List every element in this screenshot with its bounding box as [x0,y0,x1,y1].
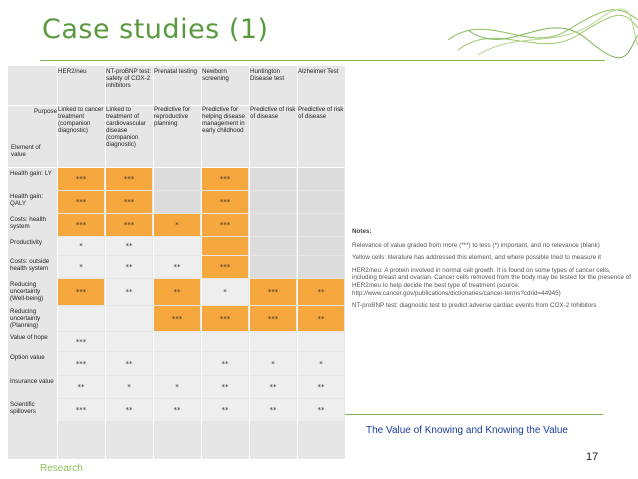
notes-panel [352,228,632,315]
grid-line-horizontal [8,167,345,168]
value-cell: * [202,279,248,305]
value-cell: ** [202,352,248,375]
grid-line-vertical [153,66,154,459]
grid-line-vertical [105,66,106,459]
value-cell: * [106,376,152,398]
value-cell [298,191,344,213]
value-cell [106,306,152,331]
value-cell: ** [106,237,152,255]
value-cell: *** [58,168,104,190]
value-cell: ** [106,399,152,421]
value-cell: *** [202,256,248,278]
value-cell: *** [106,191,152,213]
value-cell: *** [154,306,200,331]
value-cell: *** [250,279,296,305]
value-cell [250,256,296,278]
purpose-cell: Predictive of risk of disease [250,106,296,120]
value-cell [298,256,344,278]
slide-subtitle: The Value of Knowing and Knowing the Value [366,425,568,436]
value-cell: *** [250,306,296,331]
grid-line-horizontal [8,105,345,106]
column-header: Newborn screening [202,68,229,82]
row-label: Value of hope [10,334,48,341]
row-label: Health gain: QALY [10,193,44,207]
value-cell: *** [58,352,104,375]
grid-line-vertical [249,66,250,459]
value-cell: *** [202,306,248,331]
value-cell: *** [202,168,248,190]
value-cell [298,214,344,236]
footer-logo-text: Research [40,463,83,474]
value-cell [202,237,248,255]
purpose-cell: Predictive of risk of disease [298,106,344,120]
value-cell [250,332,296,351]
value-cell [250,214,296,236]
value-cell: *** [106,214,152,236]
value-cell: * [154,214,200,236]
value-cell [154,168,200,190]
grid-line-vertical [57,66,58,459]
row-label: Costs: health system [10,216,47,230]
column-header: HER2/neu [58,68,87,75]
value-cell: ** [298,376,344,398]
slide-title: Case studies (1) [42,14,269,45]
value-cell: *** [58,191,104,213]
row-label: Insurance value [10,378,54,385]
value-cell: ** [154,256,200,278]
value-cell: ** [154,399,200,421]
notes-heading: Notes: [352,228,372,235]
value-cell: * [298,352,344,375]
value-cell: ** [58,376,104,398]
note-item: HER2/neu: A protein involved in normal cell growth. It is found on some types of cancer cells, including breast and ovarian. Cancer cells removed from the body may be tested for the presence of HER2/neu to help decide the best type of treatment (source: http://www.cancer.gov/publications/dictionaries/cancer-terms?cdrid=44945) [352,266,631,297]
row-label: Productivity [10,239,42,246]
note-item: Relevance of value graded from more (***) to less (*) important, and no relevance (blank) [352,241,600,249]
row-label: Option value [10,354,45,361]
value-cell: ** [298,306,344,331]
subtitle-divider [345,414,603,415]
value-cell: * [154,376,200,398]
corner-element-label: Element of value [11,144,41,158]
value-cell: *** [106,168,152,190]
value-elements-table [8,66,345,459]
value-cell [154,191,200,213]
note-item: NT-proBNP test: diagnostic test to predict adverse cardiac events from COX-2 Inhibitors [352,302,597,310]
value-cell: ** [250,376,296,398]
row-label: Scientific spillovers [10,401,36,415]
value-cell [202,332,248,351]
value-cell [154,332,200,351]
value-cell [154,352,200,375]
value-cell [106,332,152,351]
value-cell: ** [154,279,200,305]
corner-purpose-label: Purpose [34,108,58,115]
column-header: NT-proBNP test: safety of COX-2 inhibitors [106,68,151,89]
decorative-swoosh-icon [448,0,638,62]
value-cell [154,237,200,255]
value-cell: *** [58,399,104,421]
column-header: Prenatal testing [154,68,197,75]
value-cell: *** [202,191,248,213]
grid-line-vertical [201,66,202,459]
value-cell: ** [106,256,152,278]
row-label: Reducing uncertainty (Planning) [10,308,41,329]
value-cell: ** [106,279,152,305]
value-cell [298,237,344,255]
value-cell [250,191,296,213]
row-label: Costs: outside health system [10,258,50,272]
purpose-cell: Linked to treatment of cardiovascular disease (companion diagnostic) [106,106,146,148]
purpose-cell: Predictive for reproductive planning [154,106,191,127]
column-header: Huntington Disease test [250,68,285,82]
page-number: 17 [586,451,599,463]
value-cell: *** [58,332,104,351]
value-cell: * [58,237,104,255]
column-header: Alzheimer Test [298,68,339,75]
value-cell: ** [106,352,152,375]
value-cell [250,168,296,190]
value-cell: ** [202,399,248,421]
purpose-cell: Linked to cancer treatment (companion diagnostic) [58,106,104,134]
value-cell: *** [202,214,248,236]
note-item: Yellow cells: literature has addressed this element, and where possible tried to measure it [352,254,601,262]
value-cell: ** [298,399,344,421]
value-cell: ** [250,399,296,421]
value-cell [250,237,296,255]
purpose-cell: Predictive for helping disease management in early childhood [202,106,246,134]
value-cell: * [58,256,104,278]
value-cell: *** [58,214,104,236]
value-cell [58,306,104,331]
value-cell: ** [298,279,344,305]
row-label: Reducing uncertainty (Well-being) [10,281,44,302]
value-cell: ** [202,376,248,398]
value-cell: *** [58,279,104,305]
value-cell [298,168,344,190]
value-cell: * [250,352,296,375]
grid-line-vertical [297,66,298,459]
value-cell [298,332,344,351]
row-label: Health gain: LY [10,170,52,177]
